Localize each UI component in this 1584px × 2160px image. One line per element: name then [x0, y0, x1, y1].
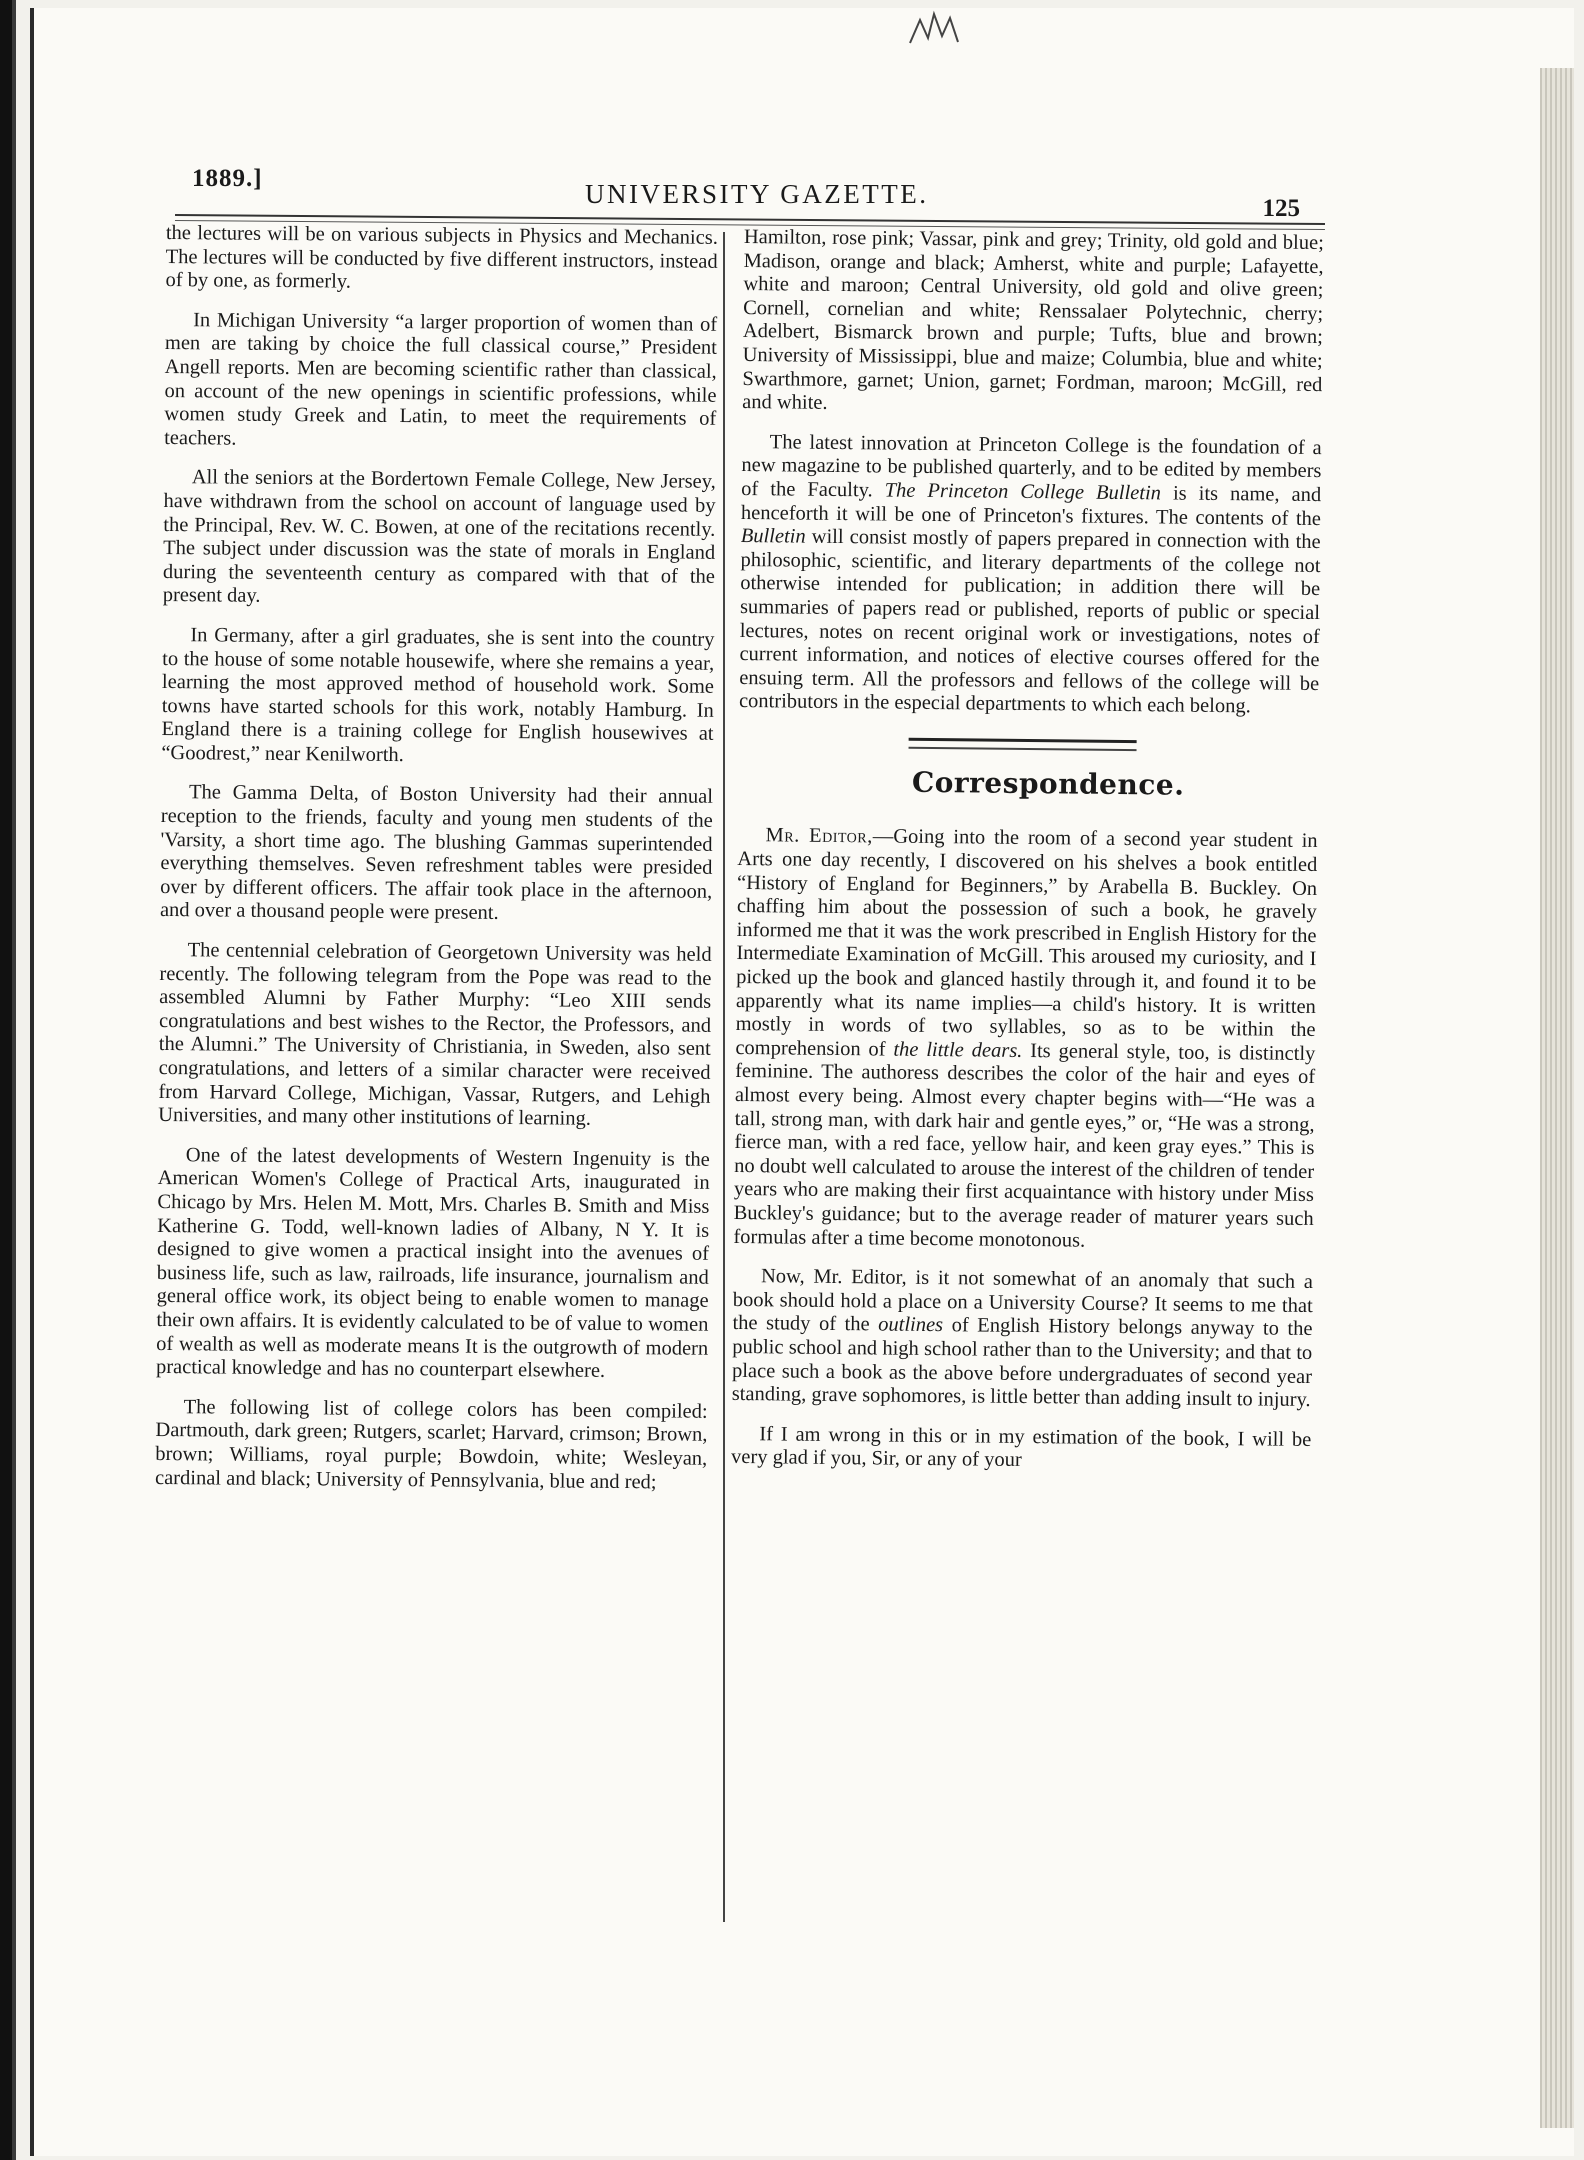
paragraph: One of the latest developments of Western Ingenuity is the American Women's College of Practical Arts, inaugurated in Chicago by Mrs. Helen M. Mott, Mrs. Charles B. Smith and Miss Katherine G. Todd, well-known ladies of Albany, N Y. It is designed to give women a practical insight into the avenues of business life, such as law, railroads, life insurance, journalism and general office work, its object being to enable women to manage their own affairs. It is evidently calculated to be of value to women of wealth as well as moderate means It is the outgrowth of modern practical knowledge and has no counterpart elsewhere. [155, 1143, 710, 1383]
paragraph: In Michigan University “a larger proportion of women than of men are taking by choice the full classical course,” President Angell reports. Men are becoming scientific rather than classical, on account of the new openings in scientific professions, while women study Greek and Latin, to meet the requirements of teachers. [164, 309, 718, 450]
paragraph: the lectures will be on various subjects in Physics and Mechanics. The lectures will be conducted by five different instructors, instead of by one, as formerly. [165, 222, 718, 293]
column-divider [723, 232, 725, 1922]
letter-paragraph: If I am wrong in this or in my estimation of the book, I will be very glad if you, Sir, or any of your [730, 1422, 1312, 1472]
page-edge [1540, 68, 1574, 2128]
header-title: UNIVERSITY GAZETTE. [585, 179, 929, 209]
section-heading: Correspondence. [911, 765, 1185, 802]
paragraph: The centennial celebration of Georgetown University was held recently. The following telegram from the Pope was read to the assembled Alumni by Father Murphy: “Leo XIII sends congratulations and best wishes to the Rector, the Professors, and the Alumni.” The University of Christiania, in Sweden, also sent congratulations, and letters of a similar character were received from Harvard College, Michigan, Vassar, Rutgers, and Lehigh Universities, and many other institutions of learning. [158, 939, 712, 1130]
left-column [155, 222, 718, 1511]
binding-shadow [0, 0, 22, 2160]
running-header [170, 165, 1300, 222]
letter-paragraph: Mr. Editor,—Going into the room of a second year student in Arts one day recently, I discovered on his shelves a book entitled “History of England for Beginners,” by Arabella B. Buckley. On chaffing him about the possession of such a book, he gravely informed me that it was the work prescribed in English History for the Intermediate Examination of McGill. This aroused my curiosity, and I picked up the book and glanced hastily through it, and found it to be apparently what its name implies—a child's history. It is written mostly in words of two syllables, so as to be within the comprehension of the little dears. Its general style, too, is distinctly feminine. The authoress describes the color of the hair and eyes of almost every being. Almost every chapter begins with—“He was a tall, strong man, with dark hair and gentle eyes,” or, “He was a strong, fierce man, with a red face, yellow hair, and keen gray eyes.” This is no doubt well calculated to arouse the interest of the children of tender years who are making their first acquaintance with history under Miss Buckley's guidance; but to the average reader of maturer years such formulas after a time become monotonous. [733, 824, 1318, 1252]
paragraph: In Germany, after a girl graduates, she is sent into the country to the house of some notable housewife, where she remains a year, learning the most approved method of household work. Some towns have started schools for this work, notably Hamburg. In England there is a training college for English housewives at “Goodrest,” near Kenilworth. [161, 624, 715, 766]
ink-mark-icon [900, 8, 970, 48]
right-column [731, 226, 1324, 1492]
section-rule [909, 738, 1137, 751]
page-number: 125 [1262, 195, 1300, 222]
header-year: 1889.] [192, 165, 263, 192]
letter-paragraph: Now, Mr. Editor, is it not somewhat of an anomaly that such a book should hold a place on a University Course? It seems to me that the study of the outlines of English History belongs anyway to the public school and high school rather than to the University; and that to place such a book as the above before undergraduates of second year standing, grave sophomores, is little better than adding insult to injury. [731, 1265, 1314, 1412]
paragraph: Hamilton, rose pink; Vassar, pink and grey; Trinity, old gold and blue; Madison, orange and black; Amherst, white and purple; Lafayette, white and maroon; Central University, old gold and olive green; Cornell, cornelian and white; Renssalaer Polytechnic, cherry; Adelbert, Bismarck brown and purple; Tufts, blue and brown; University of Mississippi, blue and maize; Columbia, blue and white; Swarthmore, garnet; Union, garnet; Fordman, maroon; McGill, red and white. [742, 226, 1324, 415]
paragraph: The Gamma Delta, of Boston University had their annual reception to the friends, faculty and young men students of the 'Varsity, a short time ago. The blushing Gammas superintended everything themselves. Seven refreshment tables were presided over by different officers. The affair took place in the afternoon, and over a thousand people were present. [159, 781, 714, 925]
paragraph: The following list of college colors has been compiled: Dartmouth, dark green; Rutgers, scarlet; Harvard, crimson; Brown, brown; Williams, royal purple; Bowdoin, white; Wesleyan, cardinal and black; University of Pennsylvania, blue and red; [154, 1395, 708, 1493]
paragraph: The latest innovation at Princeton College is the foundation of a new magazine to be published quarterly, and to be edited by members of the Faculty. The Princeton College Bulletin is its name, and henceforth it will be one of Princeton's fixtures. The contents of the Bulletin will consist mostly of papers prepared in connection with the philosophic, scientific, and literary departments of the college not otherwise intended for publication; in addition there will be summaries of papers read or published, reports of public or special lectures, notes on recent original work or investigations, notes of current information, and notices of elective courses offered for the ensuing term. All the professors and fellows of the college will be contributors in the especial departments to which each belong. [738, 431, 1322, 718]
paragraph: All the seniors at the Bordertown Female College, New Jersey, have withdrawn from the school on account of language used by the Principal, Rev. W. C. Bowen, at one of the recitations recently. The subject under discussion was the state of morals in England during the seventeenth century as compared with that of the present day. [162, 466, 716, 608]
